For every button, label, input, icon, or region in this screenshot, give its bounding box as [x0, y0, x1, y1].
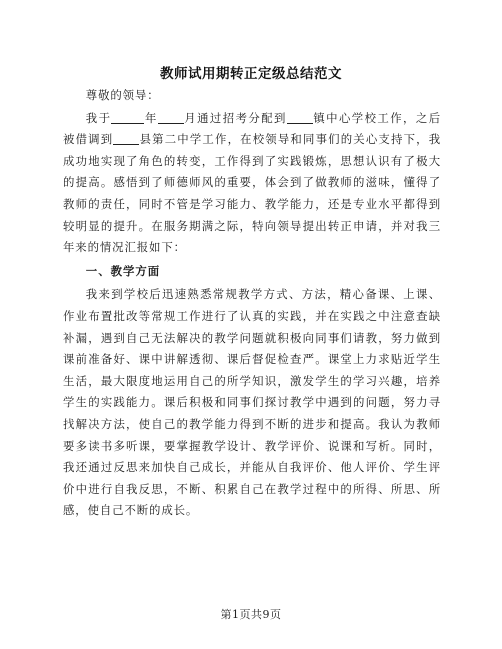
blank-line-town	[287, 109, 313, 124]
blank-line-year	[111, 109, 144, 124]
intro-text-5: 县第二中学工作，在校领导和同事们的关心支持下，我成功地实现了角色的转变，工作得到了实践锻炼，思想认识有了极大的提高。感悟到了师德师风的重要，体会到了做教师的滋味，懂得了教师的责任，同时不管是学习能力、教学能力，还是专业水平都得到较明显的提升。在服务期满之际，特向领导提出转正申请，并对我三年来的情况汇报如下：	[63, 132, 441, 255]
document-title: 教师试用期转正定级总结范文	[160, 66, 342, 82]
intro-text-4: 镇中心学校工作，之后被借调到	[63, 110, 441, 147]
intro-text-3: 月通过招考分配到	[183, 110, 287, 125]
document-body	[63, 85, 441, 522]
paragraph-teaching: 我来到学校后迅速熟悉常规教学方式、方法，精心备课、上课、作业布置批改等常规工作进行了认真的实践，并在实践之中注意查缺补漏，遇到自己无法解决的教学问题就积极向同事们请教，努力做到课前准备好、课中讲解透彻、课后督促检查严。课堂上力求贴近学生生活，最大限度地运用自己的所学知识，激发学生的学习兴趣，培养学生的实践能力。课后积极和同事们探讨教学中遇到的问题，努力寻找解决方法，使自己的教学能力得到不断的进步和提高。我认为教师要多读书多听课，要掌握教学设计、教学评价、说课和写析。同时，我还通过反思来加快自己成长，并能从自我评价、他人评价、学生评价中进行自我反思，不断、积累自己在教学过程中的所得、所思、所感，使自己不断的成长。	[63, 287, 441, 518]
blank-line-county	[113, 130, 139, 145]
section-heading-teaching: 一、教学方面	[85, 263, 161, 278]
intro-text-1: 我于	[85, 110, 112, 125]
page-indicator: 第1页共9页	[220, 608, 282, 621]
salutation: 尊敬的领导：	[85, 88, 160, 102]
blank-line-month	[158, 109, 184, 124]
paragraph-intro	[63, 108, 441, 259]
intro-text-2: 年	[144, 110, 158, 125]
